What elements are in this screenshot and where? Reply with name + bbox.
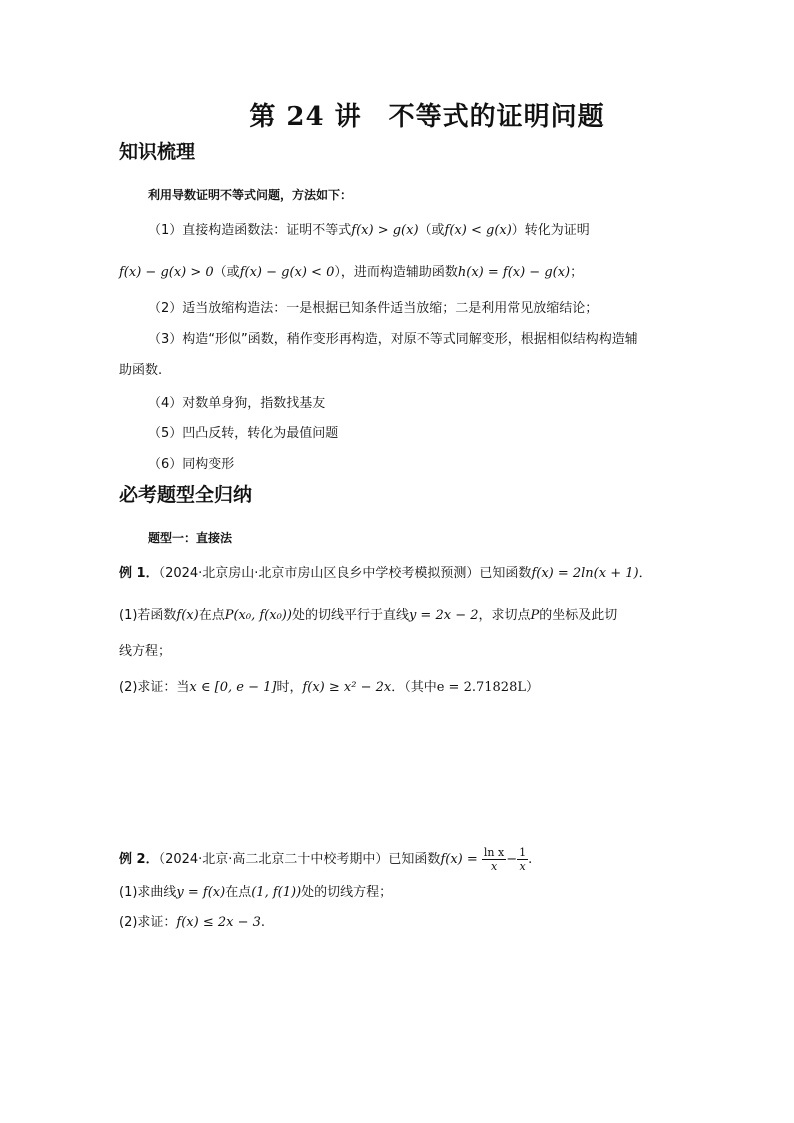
ex1-q1-text-e: 的坐标及此切	[539, 608, 618, 623]
ex1-q2-text-a: (2)求证：当	[119, 680, 190, 695]
ex2-q1-math-1: y = f(x)	[176, 885, 226, 900]
ex1-q2-math-2: f(x) ≥ x² − 2x	[302, 680, 392, 695]
example-2-fraction-2	[517, 846, 528, 873]
ex2-q1-math-2: (1, f(1))	[251, 885, 302, 900]
item-1-text-d: （或	[213, 265, 240, 280]
ex2-q2-text-a: (2)求证：	[119, 915, 177, 930]
item-1-math-1: f(x) > g(x)	[351, 223, 419, 238]
example-1-question-2	[119, 679, 539, 697]
example-1-question-1-line-1	[119, 607, 617, 625]
example-1-label: 例 1．	[119, 566, 159, 581]
item-1-math-2: f(x) < g(x)	[444, 223, 512, 238]
ex2-q1-text-b: 在点	[225, 885, 252, 900]
item-1-text-e: ），进而构造辅助函数	[334, 265, 458, 280]
fraction-2-numerator: 1	[519, 846, 527, 859]
item-6: （6）同构变形	[148, 457, 235, 472]
ex1-q2-text-d: ）	[525, 680, 539, 695]
example-2-fraction-1	[482, 846, 506, 873]
example-1-function: f(x) = 2ln(x + 1)	[531, 566, 639, 581]
fraction-1-denominator: x	[490, 860, 498, 873]
ex1-q1-math-3: y = 2x − 2	[408, 608, 479, 623]
example-2-label: 例 2．	[119, 852, 159, 867]
example-2-function-lhs: f(x) =	[440, 852, 478, 867]
section-heading-question-types: 必考题型全归纳	[119, 484, 253, 506]
ex1-q2-math-1: x ∈ [0, e − 1]	[189, 680, 277, 695]
example-2-end: .	[528, 852, 533, 867]
fraction-2-denominator: x	[519, 860, 526, 873]
ex1-q1-text-a: (1)若函数	[119, 608, 177, 623]
example-1-source: （2024·北京房山·北京市房山区良乡中学校考模拟预测）已知函数	[158, 566, 532, 581]
item-3-line-2: 助函数.	[119, 363, 163, 378]
item-1-text-a: （1）直接构造函数法：证明不等式	[148, 223, 352, 238]
item-1-line-1	[148, 222, 590, 240]
example-2-question-2	[119, 914, 265, 932]
item-3-line-1: （3）构造“形似”函数，稍作变形再构造，对原不等式同解变形，根据相似结构构造辅	[148, 332, 638, 347]
example-2-question-1	[119, 884, 392, 902]
ex1-q1-text-b: 在点	[198, 608, 225, 623]
item-2: （2）适当放缩构造法：一是根据已知条件适当放缩；二是利用常见放缩结论；	[148, 301, 599, 316]
question-type-1: 题型一：直接法	[148, 531, 233, 545]
item-1-math-3: f(x) − g(x) > 0	[119, 265, 214, 280]
fraction-1-numerator: ln x	[483, 846, 505, 859]
ex2-q2-math-1: f(x) ≤ 2x − 3	[176, 915, 261, 930]
ex1-q2-math-3: e = 2.71828L	[436, 680, 526, 695]
item-1-text-c: ）转化为证明	[511, 223, 590, 238]
example-2-source: （2024·北京·高二北京二十中校考期中）已知函数	[158, 852, 441, 867]
item-1-text-b: （或	[418, 223, 445, 238]
ex2-q1-text-a: (1)求曲线	[119, 885, 177, 900]
example-2-header	[119, 846, 532, 874]
ex2-q2-text-b: .	[260, 915, 266, 930]
ex2-q1-text-c: 处的切线方程；	[301, 885, 393, 900]
ex1-q1-math-1: f(x)	[176, 608, 199, 623]
example-1-header	[119, 565, 652, 583]
example-1-end: ．	[638, 566, 652, 581]
page-title: 第 24 讲 不等式的证明问题	[249, 102, 605, 132]
example-2-minus: −	[506, 852, 518, 867]
section-heading-knowledge: 知识梳理	[119, 141, 196, 163]
item-1-line-2	[119, 264, 583, 282]
item-5: （5）凹凸反转，转化为最值问题	[148, 426, 339, 441]
item-1-math-5: h(x) = f(x) − g(x)	[457, 265, 571, 280]
ex1-q1-text-c: 处的切线平行于直线	[291, 608, 409, 623]
intro-text: 利用导数证明不等式问题，方法如下：	[148, 188, 353, 202]
ex1-q2-text-c: ．（其中	[391, 680, 437, 695]
ex1-q1-math-2: P(x₀, f(x₀))	[224, 608, 292, 623]
item-4: （4）对数单身狗，指数找基友	[148, 396, 326, 411]
item-1-math-4: f(x) − g(x) < 0	[239, 265, 335, 280]
example-1-question-1-line-2: 线方程；	[119, 644, 172, 659]
ex1-q1-text-d: ，求切点	[478, 608, 531, 623]
ex1-q2-text-b: 时，	[276, 680, 303, 695]
item-1-text-f: ；	[570, 265, 584, 280]
ex1-q1-math-4: P	[530, 608, 540, 623]
